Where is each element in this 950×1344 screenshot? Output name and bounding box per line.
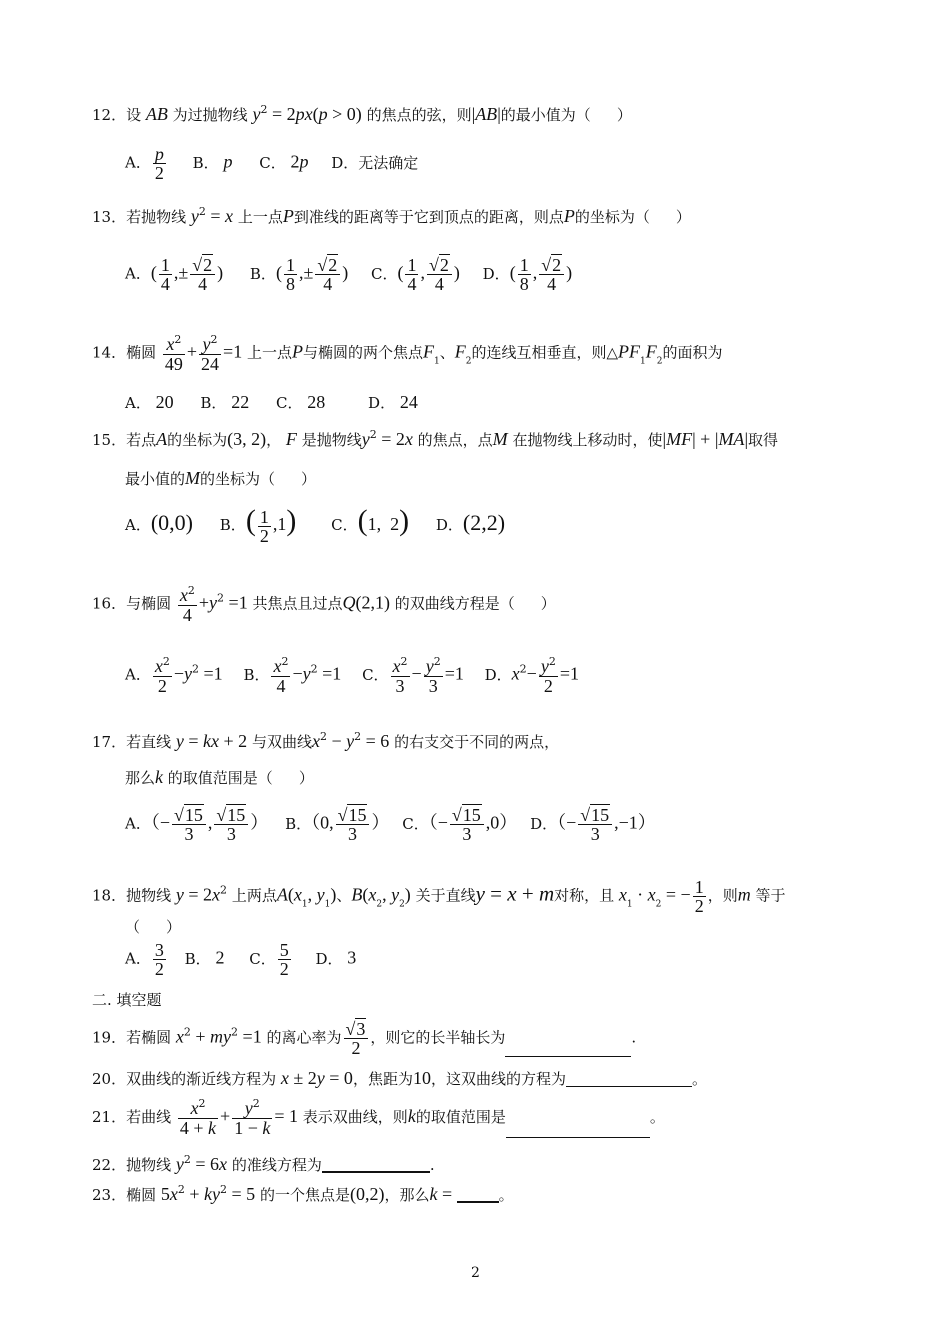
question-23: 23．椭圆 $5x^2 + ky^2 = 5$ 的一个焦点是(0,2)，那么k = 。 [92, 1183, 514, 1204]
question-18-options: A． $\frac{3}{2}$ B． 2 C． $\frac{5}{2}$ D． 3 [125, 940, 357, 979]
question-17-options: A．（− $\frac{√15}{3}$ , $\frac{√15}{3}$ ） B．（0, $\frac{√15}{3}$ ） C．（− $\frac{√15}{3}$ ,0） D．（− $\frac{√15}{3}$ ,−1） [125, 805, 656, 844]
question-14: 14．椭圆 $\frac{x^2}{49}$ + $\frac{y^2}{24}$ =1 上一点P与椭圆的两个焦点$F_1$、$F_2$的连线互相垂直，则$\triangle PF_1F_2$的面积为 [92, 333, 723, 374]
question-20: 20．双曲线的渐近线方程为 x ± 2y = 0，焦距为10，这双曲线的方程为 。 [92, 1068, 707, 1088]
option-d: D．无法确定 [331, 153, 419, 172]
question-13: 13．若抛物线 $y^2 = x$ 上一点P到准线的距离等于它到顶点的距离，则点P的坐标为（ ） [92, 205, 691, 226]
question-18: 18．抛物线 $y = 2x^2$ 上两点$A(x_1$, $y_1$)、$B(x_2$, $y_2$) 关于直线y = x + m对称，且 $x_1 \cdot x_2$ = − $\frac{1}{2}$ ，则m 等于 [92, 877, 786, 916]
answer-blank[interactable] [505, 1038, 631, 1057]
page-number: 2 [471, 1265, 480, 1281]
section-heading: 二. 填空题 [92, 991, 162, 1009]
question-15-options: A．(0,0) B．( $\frac{1}{2}$ ,1) C．(1, 2) D．(2,2) [125, 504, 506, 546]
question-14-options: A． 20 B． 22 C． 28 D． 24 [125, 392, 418, 412]
question-17-line2: 那么k 的取值范围是（ ） [125, 767, 314, 787]
question-15-line2: 最小值的M的坐标为（ ） [125, 468, 317, 488]
answer-blank[interactable] [322, 1153, 430, 1173]
question-19: 19．若椭圆 $x^2 + my^2 =1$ 的离心率为 $\frac{√3}{2}$ ，则它的长半轴长为 . [92, 1019, 637, 1058]
question-12-options: A． $\frac{p}{2}$ B． p C． 2p D．无法确定 [125, 144, 419, 183]
option-b: B． [192, 153, 219, 172]
question-16: 16．与椭圆 $\frac{x^2}{4}$ $+y^2 =1$ 共焦点且过点Q(2,1) 的双曲线方程是（ ） [92, 584, 556, 625]
question-12: 12．设 AB 为过抛物线 $y^2 = 2px(p > 0)$ 的焦点的弦，则|AB|的最小值为（ ） [92, 103, 632, 124]
question-22: 22．抛物线 $y^2 = 6x$ 的准线方程为 . [92, 1153, 435, 1174]
question-17: 17．若直线 y = kx + 2 与双曲线$x^2 - y^2 = 6$ 的右支交于不同的两点， [92, 730, 560, 751]
question-13-options: A．( $\frac{1}{4}$ ,± $\frac{√2}{4}$ ) B．( $\frac{1}{8}$ ,± $\frac{√2}{4}$ ) C．( $\frac{1}{4}$ , $\frac{√2}{4}$ ) D．( $\frac{1}{8}$ , $\frac{√2}{4}$ ) [125, 255, 573, 294]
question-16-options: A． $\frac{x^2}{2}$ $-y^2 =1$ B． $\frac{x^2}{4}$ $-y^2 =1$ C． $\frac{x^2}{3}$ − $\frac{y^2}{3}$ =1 D．$x^2-$ $\frac{y^2}{2}$ =1 [125, 655, 579, 696]
question-18-line2: （ ） [125, 918, 182, 936]
answer-blank[interactable] [566, 1068, 692, 1087]
answer-blank[interactable] [506, 1119, 650, 1138]
option-a: A． [125, 153, 151, 172]
question-15: 15．若点A的坐标为(3, 2)， F 是抛物线$y^2 = 2x$ 的焦点，点M 在抛物线上移动时，使|MF| + |MA|取得 [92, 428, 779, 449]
question-21: 21．若曲线 $\frac{x^2}{4 + k}$ + $\frac{y^2}{1 - k}$ = 1 表示双曲线，则k的取值范围是 。 [92, 1097, 665, 1138]
option-c: C． [259, 153, 286, 172]
answer-blank[interactable] [457, 1183, 499, 1203]
